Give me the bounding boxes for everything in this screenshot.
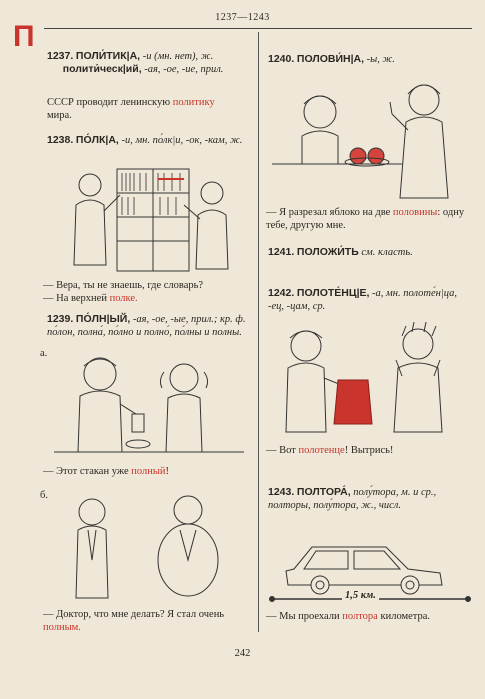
entry-number: 1237. xyxy=(47,50,74,62)
entry-1237-example xyxy=(47,96,252,122)
caption-highlight: полотенце xyxy=(298,445,345,456)
dialog-line-2: — На верхней xyxy=(43,293,107,304)
entry-word: ПОЛОВИ́Н|А, xyxy=(296,53,365,65)
entry-derived-grammar: -ая, -ое, -ие, прил. xyxy=(144,64,224,75)
caption-text: — Я разрезал яблоко на две xyxy=(266,207,391,218)
entry-word: ПО́ЛН|ЫЙ, xyxy=(75,313,131,325)
entry-grammar: полу́тора, м. и ср., полторы, полу́тора, ж., числ. xyxy=(268,487,437,511)
page-entry-range: 1237—1243 xyxy=(215,12,270,23)
header-rule xyxy=(44,28,472,29)
entry-grammar: -а, мн. полоте́н|ца, -ец, -цам, ср. xyxy=(268,288,457,312)
entry-number: 1241. xyxy=(268,246,295,258)
entry-grammar: -ая, -ое, -ые, прил.; кр. ф. по́лон, полна́, по́лно и полно́, по́лны и полны. xyxy=(47,314,246,338)
illustration-towel xyxy=(272,320,468,436)
caption-end: ! Вытрись! xyxy=(344,445,394,456)
caption-highlight: половины xyxy=(392,207,438,218)
entry-word: ПОЛОТЕ́НЦ|Е, xyxy=(296,287,370,299)
caption-end: километра. xyxy=(380,611,431,622)
dialog-highlight: полке. xyxy=(109,293,138,304)
entry-1241-head xyxy=(268,246,473,259)
entry-grammar: -и (мн. нет), ж. xyxy=(142,51,214,62)
sub-label-a: а. xyxy=(40,348,48,359)
entry-1243-head xyxy=(268,486,473,512)
illustration-apple-halves xyxy=(272,72,468,200)
entry-1238-head xyxy=(47,134,252,147)
entry-grammar: см. класть. xyxy=(361,247,413,258)
entry-1242-head xyxy=(268,287,473,313)
entry-grammar: -ы, ж. xyxy=(366,54,395,65)
entry-1238-dialog xyxy=(43,279,255,305)
entry-1240-head xyxy=(268,53,473,66)
entry-grammar: -и, мн. по́лк|и, -ок, -кам, ж. xyxy=(121,135,243,146)
distance-label: 1,5 км. xyxy=(342,589,379,602)
entry-word: ПОЛТОРА́, xyxy=(296,486,351,498)
example-highlight: политику xyxy=(172,97,215,108)
example-text-end: мира. xyxy=(47,110,72,121)
entry-derived-word: полити́ческ|ий, xyxy=(62,63,142,75)
entry-word: ПОЛОЖИ́ТЬ xyxy=(296,246,359,258)
caption-text: — Вот xyxy=(266,445,296,456)
entry-1242-caption xyxy=(266,444,476,457)
entry-1239-caption-b xyxy=(43,608,255,634)
page-number: 242 xyxy=(234,648,251,659)
caption-text: — Мы проехали xyxy=(266,611,340,622)
entry-number: 1240. xyxy=(268,53,295,65)
entry-1239-head xyxy=(47,313,252,339)
column-divider xyxy=(258,32,259,632)
illustration-children-glass xyxy=(54,352,244,458)
entry-number: 1242. xyxy=(268,287,295,299)
caption-highlight: полтора xyxy=(342,611,378,622)
caption-end: : одну тебе, другую мне. xyxy=(266,207,465,231)
entry-number: 1243. xyxy=(268,486,295,498)
entry-word: ПОЛИ́ТИК|А, xyxy=(75,50,141,62)
entry-1240-caption xyxy=(266,206,476,232)
section-letter-mark: П xyxy=(13,20,35,53)
illustration-bookshelf xyxy=(62,165,242,273)
entry-1237-head xyxy=(47,50,252,76)
caption-text: — Этот стакан уже xyxy=(43,466,129,477)
dialog-line-1: — Вера, ты не знаешь, где словарь? xyxy=(43,280,204,291)
example-text: СССР проводит ленинскую xyxy=(47,97,171,108)
entry-number: 1239. xyxy=(47,313,74,325)
entry-word: ПО́ЛК|А, xyxy=(75,134,119,146)
entry-1239-caption-a xyxy=(43,465,255,478)
caption-text: — Доктор, что мне делать? Я стал очень xyxy=(43,609,225,620)
entry-number: 1238. xyxy=(47,134,74,146)
entry-1243-caption xyxy=(266,610,476,623)
caption-highlight: полный xyxy=(131,466,166,477)
caption-highlight: полным. xyxy=(43,622,81,633)
sub-label-b: б. xyxy=(40,490,48,501)
illustration-doctor-patient xyxy=(60,490,250,600)
caption-end: ! xyxy=(165,466,169,477)
